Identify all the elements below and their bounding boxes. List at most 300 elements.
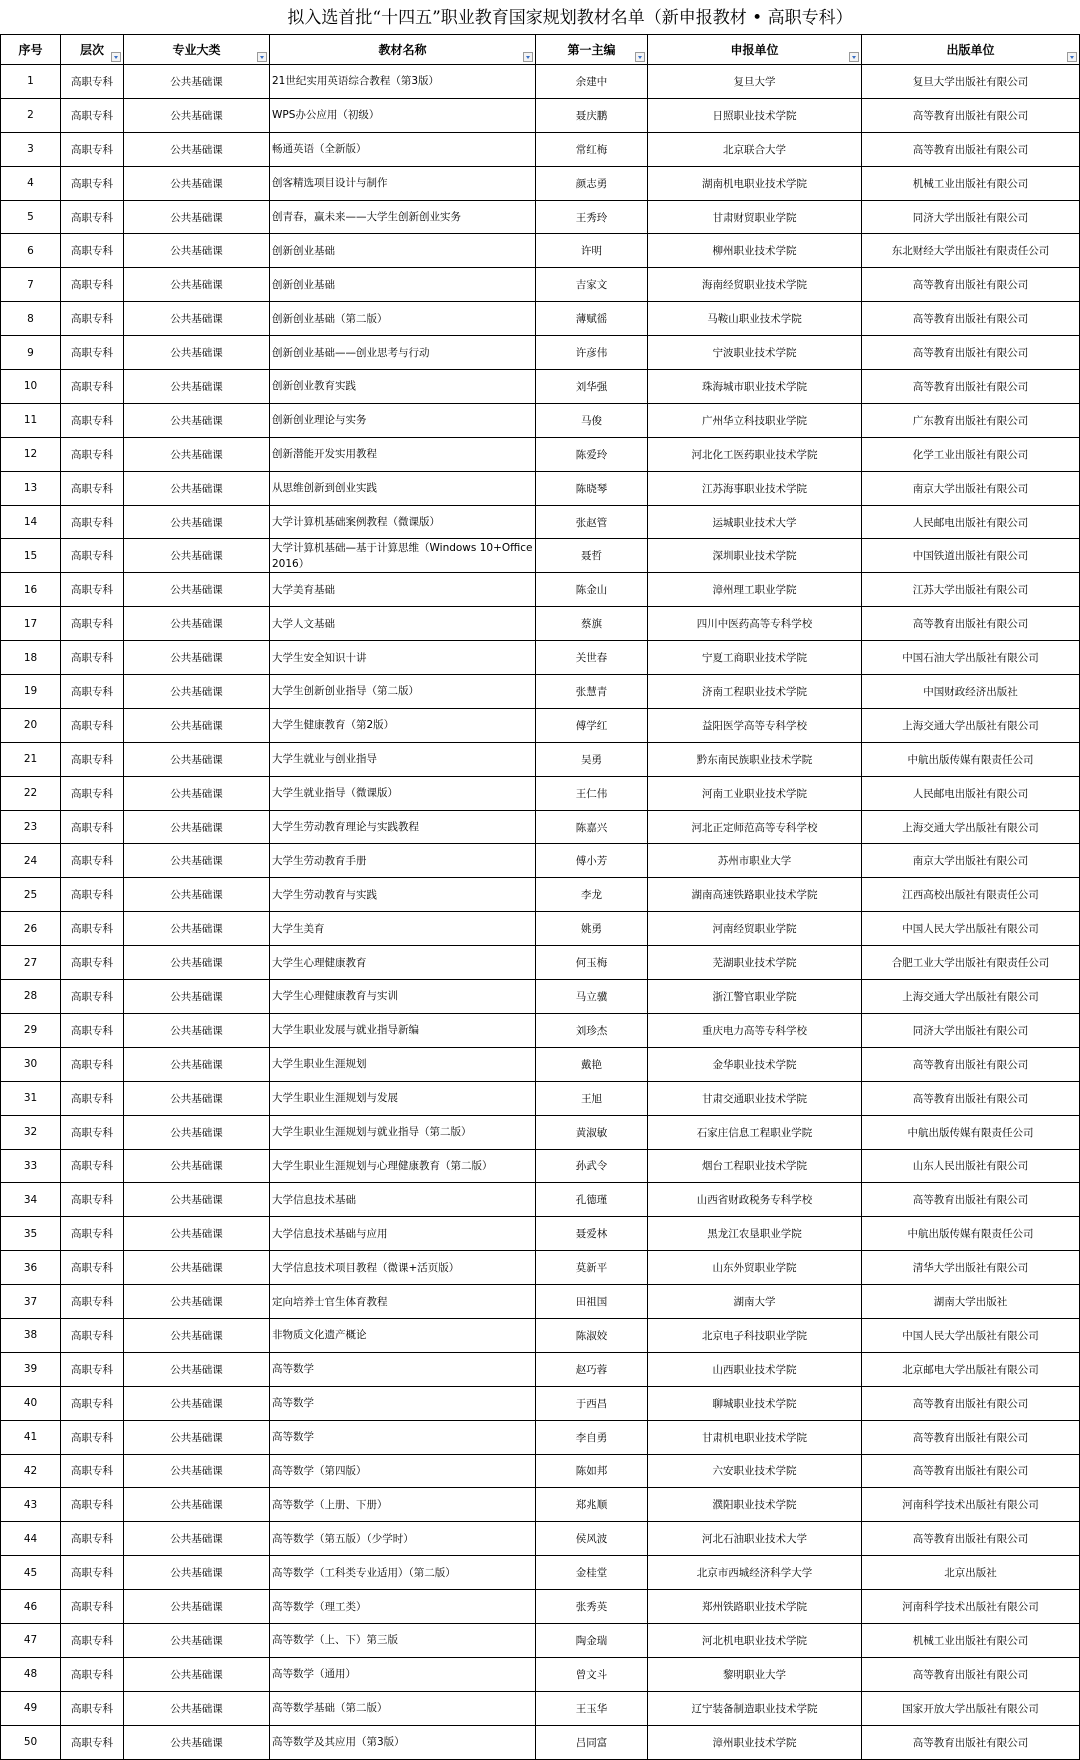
header-label: 第一主编 — [567, 43, 616, 57]
cell-level: 高职专科 — [61, 573, 124, 607]
cell-no: 11 — [1, 403, 61, 437]
cell-editor: 陶金瑞 — [536, 1623, 648, 1657]
cell-category: 公共基础课 — [124, 1081, 270, 1115]
table-row — [1, 1420, 1080, 1454]
filter-dropdown-icon[interactable] — [523, 52, 533, 62]
cell-level: 高职专科 — [61, 980, 124, 1014]
filter-dropdown-icon[interactable] — [111, 52, 121, 62]
cell-level: 高职专科 — [61, 1691, 124, 1725]
cell-editor: 张赵管 — [536, 505, 648, 539]
header-category — [124, 35, 270, 65]
cell-name: 高等数学及其应用（第3版） — [270, 1725, 536, 1759]
cell-editor: 李龙 — [536, 878, 648, 912]
cell-level: 高职专科 — [61, 1013, 124, 1047]
cell-level: 高职专科 — [61, 268, 124, 302]
cell-no: 33 — [1, 1149, 61, 1183]
cell-unit: 金华职业技术学院 — [648, 1047, 862, 1081]
cell-publisher: 山东人民出版社有限公司 — [862, 1149, 1080, 1183]
cell-publisher: 高等教育出版社有限公司 — [862, 98, 1080, 132]
cell-publisher: 广东教育出版社有限公司 — [862, 403, 1080, 437]
cell-unit: 北京市西城经济科学大学 — [648, 1556, 862, 1590]
cell-editor: 陈嘉兴 — [536, 810, 648, 844]
cell-category: 公共基础课 — [124, 403, 270, 437]
cell-category: 公共基础课 — [124, 539, 270, 573]
cell-category: 公共基础课 — [124, 1318, 270, 1352]
cell-publisher: 高等教育出版社有限公司 — [862, 1522, 1080, 1556]
filter-dropdown-icon[interactable] — [635, 52, 645, 62]
cell-editor: 田祖国 — [536, 1285, 648, 1319]
cell-editor: 姚勇 — [536, 912, 648, 946]
cell-name: 大学生劳动教育与实践 — [270, 878, 536, 912]
cell-name: 创新创业理论与实务 — [270, 403, 536, 437]
cell-unit: 山西职业技术学院 — [648, 1352, 862, 1386]
cell-name: 高等数学（第五版）（少学时） — [270, 1522, 536, 1556]
cell-unit: 烟台工程职业技术学院 — [648, 1149, 862, 1183]
cell-category: 公共基础课 — [124, 1691, 270, 1725]
cell-category: 公共基础课 — [124, 166, 270, 200]
cell-unit: 六安职业技术学院 — [648, 1454, 862, 1488]
table-row — [1, 1522, 1080, 1556]
cell-publisher: 高等教育出版社有限公司 — [862, 1725, 1080, 1759]
cell-name: 高等数学（通用） — [270, 1657, 536, 1691]
table-row — [1, 1488, 1080, 1522]
cell-unit: 宁夏工商职业技术学院 — [648, 641, 862, 675]
cell-category: 公共基础课 — [124, 776, 270, 810]
cell-level: 高职专科 — [61, 132, 124, 166]
cell-editor: 陈淑姣 — [536, 1318, 648, 1352]
cell-no: 10 — [1, 370, 61, 404]
table-row — [1, 471, 1080, 505]
cell-publisher: 合肥工业大学出版社有限责任公司 — [862, 946, 1080, 980]
cell-level: 高职专科 — [61, 539, 124, 573]
cell-publisher: 高等教育出版社有限公司 — [862, 302, 1080, 336]
table-row — [1, 878, 1080, 912]
cell-category: 公共基础课 — [124, 573, 270, 607]
header-label: 专业大类 — [172, 43, 221, 57]
cell-no: 12 — [1, 437, 61, 471]
cell-level: 高职专科 — [61, 98, 124, 132]
cell-editor: 王玉华 — [536, 1691, 648, 1725]
cell-no: 50 — [1, 1725, 61, 1759]
cell-no: 39 — [1, 1352, 61, 1386]
cell-no: 9 — [1, 336, 61, 370]
cell-no: 19 — [1, 675, 61, 709]
cell-unit: 聊城职业技术学院 — [648, 1386, 862, 1420]
cell-no: 32 — [1, 1115, 61, 1149]
cell-category: 公共基础课 — [124, 1115, 270, 1149]
table-row — [1, 708, 1080, 742]
cell-name: 大学生创新创业指导（第二版） — [270, 675, 536, 709]
cell-editor: 傅学红 — [536, 708, 648, 742]
cell-name: 大学美育基础 — [270, 573, 536, 607]
cell-unit: 深圳职业技术学院 — [648, 539, 862, 573]
cell-name: 创新创业基础 — [270, 268, 536, 302]
cell-editor: 薄赋徭 — [536, 302, 648, 336]
cell-no: 37 — [1, 1285, 61, 1319]
cell-level: 高职专科 — [61, 471, 124, 505]
cell-name: 非物质文化遗产概论 — [270, 1318, 536, 1352]
header-label: 出版单位 — [946, 43, 995, 57]
cell-category: 公共基础课 — [124, 675, 270, 709]
cell-name: 高等数学（上册、下册） — [270, 1488, 536, 1522]
cell-publisher: 南京大学出版社有限公司 — [862, 471, 1080, 505]
cell-name: 高等数学 — [270, 1420, 536, 1454]
cell-no: 13 — [1, 471, 61, 505]
table-row — [1, 1285, 1080, 1319]
cell-unit: 濮阳职业技术学院 — [648, 1488, 862, 1522]
cell-name: 大学生安全知识十讲 — [270, 641, 536, 675]
filter-dropdown-icon[interactable] — [1067, 52, 1077, 62]
cell-publisher: 江苏大学出版社有限公司 — [862, 573, 1080, 607]
cell-no: 25 — [1, 878, 61, 912]
cell-no: 18 — [1, 641, 61, 675]
cell-unit: 马鞍山职业技术学院 — [648, 302, 862, 336]
cell-editor: 许明 — [536, 234, 648, 268]
cell-publisher: 中航出版传媒有限责任公司 — [862, 742, 1080, 776]
cell-publisher: 中国财政经济出版社 — [862, 675, 1080, 709]
cell-publisher: 北京出版社 — [862, 1556, 1080, 1590]
header-editor — [536, 35, 648, 65]
cell-unit: 苏州市职业大学 — [648, 844, 862, 878]
cell-name: 创新创业基础 — [270, 234, 536, 268]
table-row — [1, 1013, 1080, 1047]
cell-category: 公共基础课 — [124, 1251, 270, 1285]
cell-editor: 王秀玲 — [536, 200, 648, 234]
table-row — [1, 675, 1080, 709]
cell-category: 公共基础课 — [124, 302, 270, 336]
cell-category: 公共基础课 — [124, 1725, 270, 1759]
cell-editor: 余建中 — [536, 65, 648, 99]
table-row — [1, 1386, 1080, 1420]
cell-category: 公共基础课 — [124, 370, 270, 404]
cell-no: 21 — [1, 742, 61, 776]
cell-no: 42 — [1, 1454, 61, 1488]
table-row — [1, 403, 1080, 437]
cell-name: 高等数学 — [270, 1386, 536, 1420]
cell-unit: 山西省财政税务专科学校 — [648, 1183, 862, 1217]
cell-no: 26 — [1, 912, 61, 946]
cell-name: 创新创业基础（第二版） — [270, 302, 536, 336]
cell-no: 31 — [1, 1081, 61, 1115]
cell-editor: 马俊 — [536, 403, 648, 437]
table-row — [1, 1691, 1080, 1725]
cell-no: 4 — [1, 166, 61, 200]
cell-category: 公共基础课 — [124, 1488, 270, 1522]
cell-name: 高等数学（理工类） — [270, 1590, 536, 1624]
table-row — [1, 810, 1080, 844]
cell-no: 1 — [1, 65, 61, 99]
cell-publisher: 国家开放大学出版社有限公司 — [862, 1691, 1080, 1725]
cell-category: 公共基础课 — [124, 1047, 270, 1081]
cell-name: 大学生职业发展与就业指导新编 — [270, 1013, 536, 1047]
cell-unit: 江苏海事职业技术学院 — [648, 471, 862, 505]
cell-unit: 山东外贸职业学院 — [648, 1251, 862, 1285]
cell-level: 高职专科 — [61, 166, 124, 200]
cell-publisher: 高等教育出版社有限公司 — [862, 607, 1080, 641]
cell-level: 高职专科 — [61, 370, 124, 404]
header-label: 序号 — [18, 43, 43, 57]
header-unit — [648, 35, 862, 65]
cell-category: 公共基础课 — [124, 980, 270, 1014]
cell-editor: 聂哲 — [536, 539, 648, 573]
table-row — [1, 539, 1080, 573]
cell-unit: 湖南高速铁路职业技术学院 — [648, 878, 862, 912]
cell-editor: 陈晓琴 — [536, 471, 648, 505]
cell-publisher: 湖南大学出版社 — [862, 1285, 1080, 1319]
cell-category: 公共基础课 — [124, 946, 270, 980]
cell-category: 公共基础课 — [124, 742, 270, 776]
table-row — [1, 980, 1080, 1014]
table-row — [1, 1454, 1080, 1488]
cell-level: 高职专科 — [61, 1217, 124, 1251]
cell-no: 41 — [1, 1420, 61, 1454]
cell-publisher: 河南科学技术出版社有限公司 — [862, 1590, 1080, 1624]
cell-unit: 湖南大学 — [648, 1285, 862, 1319]
cell-name: 高等数学（上、下）第三版 — [270, 1623, 536, 1657]
cell-publisher: 人民邮电出版社有限公司 — [862, 776, 1080, 810]
cell-level: 高职专科 — [61, 1623, 124, 1657]
cell-publisher: 高等教育出版社有限公司 — [862, 132, 1080, 166]
cell-publisher: 高等教育出版社有限公司 — [862, 1386, 1080, 1420]
table-row — [1, 302, 1080, 336]
table-row — [1, 505, 1080, 539]
cell-publisher: 北京邮电大学出版社有限公司 — [862, 1352, 1080, 1386]
table-row — [1, 946, 1080, 980]
table-row — [1, 336, 1080, 370]
cell-editor: 张慧青 — [536, 675, 648, 709]
table-row — [1, 844, 1080, 878]
cell-category: 公共基础课 — [124, 810, 270, 844]
cell-publisher: 河南科学技术出版社有限公司 — [862, 1488, 1080, 1522]
cell-name: 高等数学（第四版） — [270, 1454, 536, 1488]
cell-name: 大学生美育 — [270, 912, 536, 946]
cell-publisher: 上海交通大学出版社有限公司 — [862, 708, 1080, 742]
cell-name: 创客精选项目设计与制作 — [270, 166, 536, 200]
cell-publisher: 南京大学出版社有限公司 — [862, 844, 1080, 878]
cell-publisher: 清华大学出版社有限公司 — [862, 1251, 1080, 1285]
cell-level: 高职专科 — [61, 810, 124, 844]
cell-editor: 莫新平 — [536, 1251, 648, 1285]
cell-editor: 蔡旗 — [536, 607, 648, 641]
cell-no: 30 — [1, 1047, 61, 1081]
cell-level: 高职专科 — [61, 776, 124, 810]
cell-publisher: 机械工业出版社有限公司 — [862, 166, 1080, 200]
header-label: 教材名称 — [378, 43, 427, 57]
cell-editor: 李自勇 — [536, 1420, 648, 1454]
cell-category: 公共基础课 — [124, 641, 270, 675]
table-row — [1, 200, 1080, 234]
cell-level: 高职专科 — [61, 65, 124, 99]
cell-name: 大学计算机基础案例教程（微课版） — [270, 505, 536, 539]
cell-publisher: 同济大学出版社有限公司 — [862, 1013, 1080, 1047]
cell-unit: 浙江警官职业学院 — [648, 980, 862, 1014]
cell-unit: 河南工业职业技术学院 — [648, 776, 862, 810]
cell-level: 高职专科 — [61, 1081, 124, 1115]
table-row — [1, 607, 1080, 641]
table-row — [1, 1623, 1080, 1657]
cell-name: 创青春，赢未来——大学生创新创业实务 — [270, 200, 536, 234]
table-row — [1, 1047, 1080, 1081]
cell-level: 高职专科 — [61, 1251, 124, 1285]
cell-name: 大学计算机基础—基于计算思维（Windows 10+Office 2016） — [270, 539, 536, 573]
cell-publisher: 江西高校出版社有限责任公司 — [862, 878, 1080, 912]
cell-name: 创新创业教育实践 — [270, 370, 536, 404]
cell-no: 38 — [1, 1318, 61, 1352]
cell-category: 公共基础课 — [124, 878, 270, 912]
cell-name: 大学信息技术项目教程（微课+活页版） — [270, 1251, 536, 1285]
cell-level: 高职专科 — [61, 302, 124, 336]
cell-publisher: 高等教育出版社有限公司 — [862, 336, 1080, 370]
cell-publisher: 化学工业出版社有限公司 — [862, 437, 1080, 471]
filter-dropdown-icon[interactable] — [849, 52, 859, 62]
cell-no: 24 — [1, 844, 61, 878]
cell-editor: 曾文斗 — [536, 1657, 648, 1691]
cell-category: 公共基础课 — [124, 437, 270, 471]
cell-editor: 黄淑敏 — [536, 1115, 648, 1149]
cell-unit: 宁波职业技术学院 — [648, 336, 862, 370]
cell-editor: 赵巧蓉 — [536, 1352, 648, 1386]
cell-unit: 黎明职业大学 — [648, 1657, 862, 1691]
cell-unit: 甘肃财贸职业学院 — [648, 200, 862, 234]
cell-publisher: 东北财经大学出版社有限责任公司 — [862, 234, 1080, 268]
cell-editor: 何玉梅 — [536, 946, 648, 980]
cell-unit: 益阳医学高等专科学校 — [648, 708, 862, 742]
cell-level: 高职专科 — [61, 1285, 124, 1319]
cell-no: 28 — [1, 980, 61, 1014]
cell-publisher: 人民邮电出版社有限公司 — [862, 505, 1080, 539]
cell-unit: 柳州职业技术学院 — [648, 234, 862, 268]
cell-no: 40 — [1, 1386, 61, 1420]
cell-editor: 陈爱玲 — [536, 437, 648, 471]
cell-name: 高等数学 — [270, 1352, 536, 1386]
table-row — [1, 370, 1080, 404]
cell-unit: 漳州理工职业学院 — [648, 573, 862, 607]
cell-level: 高职专科 — [61, 336, 124, 370]
cell-editor: 吉家文 — [536, 268, 648, 302]
header-label: 申报单位 — [730, 43, 779, 57]
cell-level: 高职专科 — [61, 708, 124, 742]
cell-level: 高职专科 — [61, 1352, 124, 1386]
cell-name: 大学生劳动教育手册 — [270, 844, 536, 878]
cell-no: 22 — [1, 776, 61, 810]
cell-category: 公共基础课 — [124, 708, 270, 742]
cell-level: 高职专科 — [61, 1047, 124, 1081]
cell-editor: 张秀英 — [536, 1590, 648, 1624]
cell-name: 大学生职业生涯规划与发展 — [270, 1081, 536, 1115]
cell-level: 高职专科 — [61, 1522, 124, 1556]
cell-category: 公共基础课 — [124, 1352, 270, 1386]
cell-no: 49 — [1, 1691, 61, 1725]
cell-level: 高职专科 — [61, 1556, 124, 1590]
cell-no: 23 — [1, 810, 61, 844]
table-row — [1, 1556, 1080, 1590]
table-row — [1, 1318, 1080, 1352]
table-row — [1, 1217, 1080, 1251]
cell-category: 公共基础课 — [124, 268, 270, 302]
table-row — [1, 1352, 1080, 1386]
cell-publisher: 高等教育出版社有限公司 — [862, 1420, 1080, 1454]
cell-level: 高职专科 — [61, 1183, 124, 1217]
table-row — [1, 268, 1080, 302]
cell-category: 公共基础课 — [124, 200, 270, 234]
cell-category: 公共基础课 — [124, 1149, 270, 1183]
cell-level: 高职专科 — [61, 1318, 124, 1352]
cell-name: 大学生心理健康教育与实训 — [270, 980, 536, 1014]
cell-no: 20 — [1, 708, 61, 742]
table-row — [1, 1183, 1080, 1217]
cell-no: 8 — [1, 302, 61, 336]
cell-editor: 王仁伟 — [536, 776, 648, 810]
cell-editor: 金桂堂 — [536, 1556, 648, 1590]
cell-no: 44 — [1, 1522, 61, 1556]
cell-name: 定向培养士官生体育教程 — [270, 1285, 536, 1319]
cell-level: 高职专科 — [61, 607, 124, 641]
cell-no: 5 — [1, 200, 61, 234]
table-row — [1, 234, 1080, 268]
cell-publisher: 上海交通大学出版社有限公司 — [862, 980, 1080, 1014]
cell-category: 公共基础课 — [124, 234, 270, 268]
cell-category: 公共基础课 — [124, 1285, 270, 1319]
cell-category: 公共基础课 — [124, 912, 270, 946]
cell-editor: 聂爱林 — [536, 1217, 648, 1251]
cell-level: 高职专科 — [61, 437, 124, 471]
cell-category: 公共基础课 — [124, 1217, 270, 1251]
cell-publisher: 中航出版传媒有限责任公司 — [862, 1217, 1080, 1251]
cell-unit: 河南经贸职业学院 — [648, 912, 862, 946]
cell-unit: 重庆电力高等专科学校 — [648, 1013, 862, 1047]
cell-category: 公共基础课 — [124, 1556, 270, 1590]
cell-no: 27 — [1, 946, 61, 980]
cell-level: 高职专科 — [61, 844, 124, 878]
filter-dropdown-icon[interactable] — [257, 52, 267, 62]
cell-unit: 郑州铁路职业技术学院 — [648, 1590, 862, 1624]
cell-unit: 黑龙江农垦职业学院 — [648, 1217, 862, 1251]
cell-name: 大学生职业生涯规划与心理健康教育（第二版） — [270, 1149, 536, 1183]
cell-no: 35 — [1, 1217, 61, 1251]
header-name — [270, 35, 536, 65]
cell-name: 大学生职业生涯规划与就业指导（第二版） — [270, 1115, 536, 1149]
cell-publisher: 同济大学出版社有限公司 — [862, 200, 1080, 234]
cell-name: 21世纪实用英语综合教程（第3版） — [270, 65, 536, 99]
table-row — [1, 1251, 1080, 1285]
cell-name: WPS办公应用（初级） — [270, 98, 536, 132]
cell-name: 从思维创新到创业实践 — [270, 471, 536, 505]
cell-category: 公共基础课 — [124, 1522, 270, 1556]
cell-no: 3 — [1, 132, 61, 166]
cell-unit: 黔东南民族职业技术学院 — [648, 742, 862, 776]
cell-category: 公共基础课 — [124, 505, 270, 539]
cell-unit: 河北正定师范高等专科学校 — [648, 810, 862, 844]
cell-unit: 甘肃机电职业技术学院 — [648, 1420, 862, 1454]
cell-no: 45 — [1, 1556, 61, 1590]
cell-editor: 侯风波 — [536, 1522, 648, 1556]
cell-editor: 颜志勇 — [536, 166, 648, 200]
table-row — [1, 65, 1080, 99]
cell-name: 大学生就业指导（微课版） — [270, 776, 536, 810]
cell-publisher: 机械工业出版社有限公司 — [862, 1623, 1080, 1657]
table-row — [1, 132, 1080, 166]
cell-publisher: 中航出版传媒有限责任公司 — [862, 1115, 1080, 1149]
cell-publisher: 高等教育出版社有限公司 — [862, 370, 1080, 404]
table-row — [1, 1115, 1080, 1149]
cell-publisher: 高等教育出版社有限公司 — [862, 1081, 1080, 1115]
cell-name: 大学生就业与创业指导 — [270, 742, 536, 776]
cell-level: 高职专科 — [61, 1149, 124, 1183]
cell-unit: 辽宁装备制造职业技术学院 — [648, 1691, 862, 1725]
cell-level: 高职专科 — [61, 505, 124, 539]
cell-level: 高职专科 — [61, 878, 124, 912]
cell-level: 高职专科 — [61, 1725, 124, 1759]
